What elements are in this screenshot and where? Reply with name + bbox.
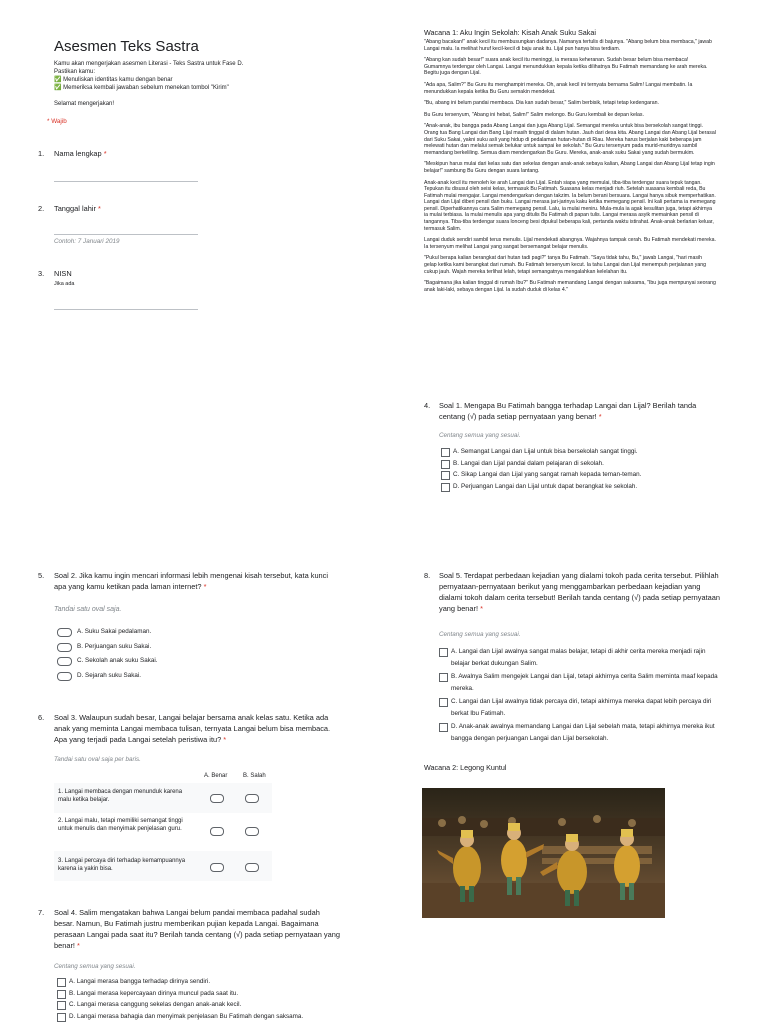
checkbox[interactable] [441, 471, 450, 480]
nisn-help: Jika ada [54, 281, 75, 287]
grid-row: 3. Langai percaya diri terhadap kemampuannya karena ia yakin bisa. [54, 851, 272, 881]
question-hint: Centang semua yang sesuai. [439, 432, 521, 439]
question-1 [38, 148, 278, 159]
intro-line: Kamu akan mengerjakan asesmen Literasi - Teks Sastra untuk Fase D. [54, 61, 244, 67]
checkbox[interactable] [439, 698, 448, 707]
reading-title: Wacana 1: Aku Ingin Sekolah: Kisah Anak Suku Sakai [424, 28, 596, 37]
checkbox[interactable] [57, 978, 66, 987]
radio-option[interactable]: C. Sekolah anak suku Sakai. [57, 654, 257, 669]
question-number: 4. [424, 401, 431, 410]
radio-option[interactable]: D. Sejarah suku Sakai. [57, 669, 257, 684]
question-number: 7. [38, 908, 45, 917]
required-star: * [223, 735, 227, 744]
question-number: 1. [38, 149, 45, 158]
checkbox[interactable] [439, 648, 448, 657]
form-header [54, 38, 294, 108]
grid-oval-benar[interactable] [210, 863, 224, 872]
checkbox[interactable] [439, 673, 448, 682]
radio-oval[interactable] [57, 672, 72, 681]
checkbox-option[interactable]: D. Perjuangan Langai dan Lijal untuk dapat berangkat ke sekolah. [441, 481, 701, 493]
checkbox[interactable] [57, 990, 66, 999]
grid-oval-benar[interactable] [210, 794, 224, 803]
checkbox[interactable] [57, 1001, 66, 1010]
question-label: Nama lengkap [54, 149, 102, 158]
checkbox-option[interactable]: B. Langai merasa kepercayaan dirinya muncul pada saat itu. [57, 988, 347, 1000]
required-star: * [77, 941, 80, 950]
question-6 [38, 712, 340, 745]
question-2 [38, 203, 278, 214]
required-star: * [480, 604, 483, 613]
radio-oval[interactable] [57, 657, 72, 666]
question-text: Soal 4. Salim mengatakan bahwa Langai belum pandai membaca padahal sudah besar. Namun, Bu Fatimah justru memberikan pujian kepada Langai. Bagaimana perasaan Langai pada saat itu? Berilah tanda centang (√) pada setiap pernyataan yang benar! [54, 908, 340, 950]
grid-oval-salah[interactable] [245, 863, 259, 872]
question-text: Soal 5. Terdapat perbedaan kejadian yang dialami tokoh pada cerita tersebut. Pilihlah pernyataan-pernyataan berikut yang menggambarkan perbedaan kejadian yang dialami tokoh dalam cerita tersebut! Berilah tanda centang (√) pada setiap pernyataan yang benar! [439, 571, 720, 613]
question-3 [38, 268, 278, 279]
reading-paragraph: "Bu, abang ini belum pandai membaca. Dia kan sudah besar," Salim berbisik, tetapi tetap kedengaran. [424, 100, 659, 107]
q8-options [439, 646, 724, 744]
radio-option[interactable]: B. Perjuangan suku Sakai. [57, 640, 257, 655]
question-7 [38, 907, 340, 951]
grid-oval-benar[interactable] [210, 827, 224, 836]
intro-line: ✅ Memeriksa kembali jawaban sebelum menekan tombol "Kirim" [54, 85, 229, 91]
question-hint: Centang semua yang sesuai. [439, 631, 521, 638]
reading-paragraph: "Bagaimana jika kalian tinggal di rumah Ibu?" Bu Fatimah memandang Langai dengan saksama, "Ibu juga mempunyai seorang anak laki-laki, sebaya dengan Lijal. Ia sudah duduk di kelas 4." [424, 280, 716, 293]
checkbox[interactable] [57, 1013, 66, 1022]
question-5 [38, 570, 328, 592]
checkbox[interactable] [439, 723, 448, 732]
required-star: * [598, 412, 602, 421]
reading-paragraph: "Anak-anak, ibu bangga pada Abang Langai dan juga Abang Lijal. Semangat mereka untuk bisa bersekolah sangat tinggi. Orang tua Bang Langai dan Bang Lijal masih tinggal di dalam hutan. Jauh dari desa kita. Abang Langai dan Abang Lijal berasal dari Suku Sakai, yakni suku asli yang hidup di pedalaman hutan-hutan di Riau. Mereka harus berjalan kaki beberapa jam melewati hutan dan melalui semak belukar untuk sampai ke sekolah." Bu Guru tersenyum pada murid-muridnya sambil memandang berkeliling. Semua diam mendengarkan Bu Guru. Mereka, anak-anak suku Sakai yang sudah bermukim. [424, 123, 716, 156]
legong-dance-photo [422, 788, 665, 918]
required-note: * Wajib [47, 118, 67, 125]
radio-oval[interactable] [57, 643, 72, 652]
question-number: 6. [38, 713, 45, 722]
checkbox-option[interactable]: D. Langai merasa bahagia dan menyimak penjelasan Bu Fatimah dengan saksama. [57, 1011, 347, 1023]
question-label: NISN [54, 269, 72, 278]
question-number: 2. [38, 204, 45, 213]
checkbox-option[interactable]: A. Langai merasa bangga terhadap dirinya sendiri. [57, 976, 347, 988]
grid-oval-salah[interactable] [245, 794, 259, 803]
checkbox-option[interactable]: D. Anak-anak awalnya memandang Langai dan Lijal sebelah mata, tetapi akhirnya mereka ikut bangga dengan perjuangan Langai dan Lijal bersekolah. [439, 721, 724, 744]
intro-line: Pastikan kamu: [54, 69, 96, 75]
reading-paragraph: "Ada apa, Salim?" Bu Guru itu menghampiri mereka. Oh, anak kecil ini ternyata bernama Salim! Langai membatin. Ia menundukkan kepala ketika Bu Guru semakin mendekat. [424, 81, 693, 95]
checkbox-option[interactable]: C. Langai dan Lijal awalnya tidak percaya diri, tetapi akhirnya mereka dapat lebih percaya diri berkat Ibu Fatimah. [439, 696, 724, 719]
question-hint: Tandai satu oval saja per baris. [54, 756, 141, 763]
checkbox[interactable] [441, 483, 450, 492]
question-text: Soal 3. Walaupun sudah besar, Langai belajar bersama anak kelas satu. Ketika ada anak yang meminta Langai membaca tulisan, ternyata Langai belum bisa membaca. Apa yang terjadi pada Langai setelah peristiwa itu? [54, 713, 331, 744]
name-input[interactable] [54, 181, 198, 182]
question-number: 8. [424, 571, 431, 580]
grid-row: 1. Langai membaca dengan menunduk karena malu ketika belajar. [54, 783, 272, 813]
question-text: Soal 1. Mengapa Bu Fatimah bangga terhadap Langai dan Lijal? Berilah tanda centang (√) pada setiap pernyataan yang benar! [439, 401, 697, 421]
grid-oval-salah[interactable] [245, 827, 259, 836]
question-8 [424, 570, 724, 614]
birthdate-input[interactable] [54, 234, 198, 235]
q5-options [57, 625, 257, 683]
grid-column-header: B. Salah [243, 773, 266, 779]
radio-option[interactable]: A. Suku Sakai pedalaman. [57, 625, 257, 640]
photo-illustration [422, 788, 665, 918]
form-title: Asesmen Teks Sastra [54, 38, 199, 55]
reading-paragraph: Anak-anak kecil itu menoleh ke arah Langai dan Lijal. Entah siapa yang memulai, tiba-tiba terdengar suara tepuk tangan. Tepukan itu disusul oleh seisi kelas, termasuk Bu Fatimah. Suasana kelas menjadi riuh. Setelah suasana kembali reda, Bu Fatimah mulai mengajar. Langai mendengarkan dengan takzim. Ia belum berani bersuara. Langai hanya sibuk memperhatikan. Langai dan Lijal diberi pensil dan buku. Langai merasa jari-jarinya kaku ketika memegang pensil. Ini kali pertama ia memegang pensil. Diperhatikannya cara Salim memegang pensil. Lalu, ia mulai meniru. Mula-mula ia agak kesulitan juga, tetapi akhirnya ia mulai terbiasa. Ia mulai menulis apa yang ditulis Bu Fatimah di papan tulis. Langai merasa asyik memainkan pensil di tangannya. Tiba-tiba terdengar suara lonceng besi dipukul beberapa kali, pertanda waktu istirahat. Anak-anak berlarian keluar, termasuk Salim. [424, 179, 716, 232]
required-star: * [97, 204, 101, 213]
radio-oval[interactable] [57, 628, 72, 637]
reading-paragraph: Bu Guru tersenyum, "Abang ini hebat, Salim!" Salim melongo. Bu Guru kembali ke depan kelas. [424, 111, 644, 118]
reading-title-2: Wacana 2: Legong Kuntul [424, 763, 507, 772]
question-hint: Centang semua yang sesuai. [54, 963, 136, 970]
question-4 [424, 400, 716, 422]
nisn-input[interactable] [54, 309, 198, 310]
question-text: Soal 2. Jika kamu ingin mencari informasi lebih mengenai kisah tersebut, kata kunci apa yang kamu ketikan pada laman internet? [54, 571, 329, 591]
q7-options [57, 976, 347, 1022]
reading-paragraph: "Abang kan sudah besar!" suara anak kecil itu meninggi, ia merasa keheranan. Sudah besar belum bisa membaca! Gumamnya terdengar oleh Langai. Langai menundukkan kepala ketika dilihatnya Bu Fatimah memandang ke arah mereka. Begitu juga dengan Lijal. [424, 57, 708, 77]
checkbox-option[interactable]: C. Langai merasa canggung sekelas dengan anak-anak kecil. [57, 999, 347, 1011]
grid-row: 2. Langai malu, tetapi memiliki semangat tinggi untuk menulis dan menyimak penjelasan guru. [54, 813, 272, 851]
intro-line: Selamat mengerjakan! [54, 101, 115, 107]
required-star: * [103, 149, 107, 158]
checkbox-option[interactable]: A. Langai dan Lijal awalnya sangat malas belajar, tetapi di akhir cerita mereka menjadi rajin belajar berkat dukungan Salim. [439, 646, 724, 669]
required-star: * [203, 582, 207, 591]
checkbox[interactable] [441, 460, 450, 469]
reading-paragraph: "Meskipun harus mulai dari kelas satu dan sekelas dengan anak-anak sebaya kalian, Abang Langai dan Abang Lijal tetap ingin belajar!" sambung Bu Guru dengan suara lantang. [424, 161, 715, 174]
question-number: 5. [38, 571, 45, 580]
checkbox-option[interactable]: B. Langai dan Lijal pandai dalam pelajaran di sekolah. [441, 458, 701, 470]
checkbox[interactable] [441, 448, 450, 457]
birthdate-example: Contoh: 7 Januari 2019 [54, 238, 120, 245]
grid-column-header: A. Benar [204, 773, 228, 779]
question-label: Tanggal lahir [54, 204, 96, 213]
reading-paragraph: Langai duduk sendiri sambil terus menulis. Lijal mendekati abangnya. Wajahnya tampak cerah. Bu Fatimah mendekati mereka. Ia tersenyum melihat Langai yang sangat bersemangat belajar menulis. [424, 237, 716, 250]
reading-paragraph: "Pukul berapa kalian berangkat dari hutan tadi pagi?" tanya Bu Fatimah. "Saya tidak tahu, Bu," jawab Langai, "hari masih gelap ketika kami berangkat dari rumah. Bu Fatimah tersenyum kecut. Ia tahu Langai dan Lijal menempuh perjalanan yang cukup jauh. Wajah mereka terlihat lelah, tetapi semangatnya mengalahkan kelelahan itu. [424, 255, 707, 275]
q4-options [441, 446, 701, 492]
checkbox-option[interactable]: A. Semangat Langai dan Lijal untuk bisa bersekolah sangat tinggi. [441, 446, 701, 458]
question-number: 3. [38, 269, 45, 278]
reading-passage-1 [424, 28, 716, 298]
reading-paragraph: "Abang bacakan!" anak kecil itu membusungkan dadanya. Namanya tertulis di bajunya. "Abang belum bisa membaca," jawab Langai malu. Ia melihat huruf kecil-kecil di baju anak itu. Lijal pun hanya bisa terdiam. [424, 39, 712, 52]
question-hint: Tandai satu oval saja. [54, 606, 122, 613]
checkbox-option[interactable]: C. Sikap Langai dan Lijal yang sangat ramah kepada teman-teman. [441, 469, 701, 481]
checkbox-option[interactable]: B. Awalnya Salim mengejek Langai dan Lijal, tetapi akhirnya cerita Salim meminta maaf kepada mereka. [439, 671, 724, 694]
intro-line: ✅ Menuliskan identitas kamu dengan benar [54, 77, 173, 83]
